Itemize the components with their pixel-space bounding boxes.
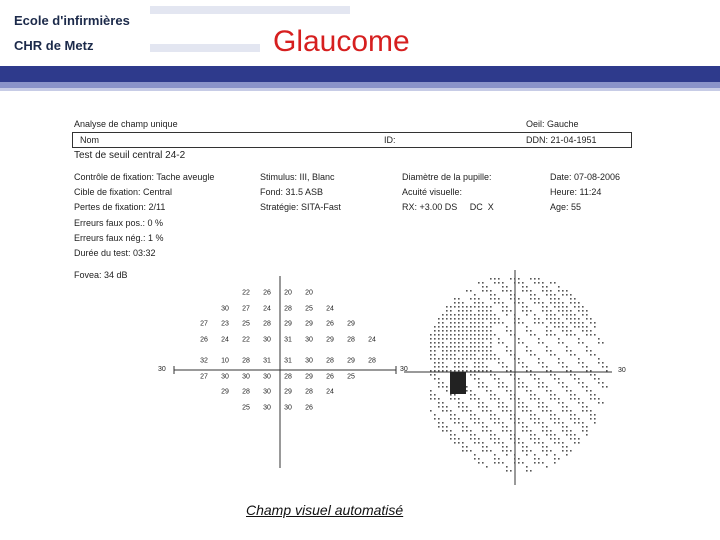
threshold-value: 27 xyxy=(200,373,208,380)
test-duration: Durée du test: 03:32 xyxy=(74,248,156,258)
name-label: Nom xyxy=(80,135,100,145)
threshold-value: 30 xyxy=(242,373,250,380)
threshold-value: 26 xyxy=(305,404,313,411)
threshold-value: 30 xyxy=(305,336,313,343)
threshold-value: 25 xyxy=(242,404,250,411)
threshold-value: 27 xyxy=(200,320,208,328)
threshold-value: 28 xyxy=(242,388,250,396)
fixation-target: Cible de fixation: Central xyxy=(74,187,173,197)
background: Fond: 31.5 ASB xyxy=(260,187,324,197)
threshold-value: 10 xyxy=(221,357,229,365)
fixation-monitor: Contrôle de fixation: Tache aveugle xyxy=(74,172,215,182)
threshold-value: 31 xyxy=(284,357,292,365)
threshold-value: 29 xyxy=(347,357,355,365)
threshold-value: 28 xyxy=(263,320,271,328)
fovea-value: Fovea: 34 dB xyxy=(74,270,128,280)
threshold-value: 24 xyxy=(221,336,229,343)
threshold-value: 29 xyxy=(221,388,229,396)
threshold-value: 25 xyxy=(242,320,250,328)
threshold-value: 26 xyxy=(326,320,334,328)
threshold-value: 29 xyxy=(347,320,355,328)
threshold-value: 28 xyxy=(368,357,376,365)
threshold-value: 30 xyxy=(284,404,292,411)
fixation-losses: Pertes de fixation: 2/11 xyxy=(74,202,166,212)
refraction: RX: +3.00 DS DC X xyxy=(402,202,494,212)
strategy: Stratégie: SITA-Fast xyxy=(260,202,341,212)
threshold-value: 30 xyxy=(305,357,313,365)
threshold-value: 20 xyxy=(284,289,292,297)
threshold-value: 30 xyxy=(221,373,229,380)
threshold-value: 27 xyxy=(242,305,250,312)
grayscale-axis-right-label: 30 xyxy=(618,367,626,374)
threshold-value: 28 xyxy=(284,305,292,312)
threshold-value: 29 xyxy=(326,336,334,343)
school-name: Ecole d'infirmières xyxy=(14,13,130,28)
test-date: Date: 07-08-2006 xyxy=(550,172,621,182)
birth-date: DDN: 21-04-1951 xyxy=(526,135,597,145)
threshold-value: 20 xyxy=(305,289,313,297)
threshold-value: 22 xyxy=(242,336,250,343)
threshold-value: 26 xyxy=(200,336,208,343)
analysis-title: Analyse de champ unique xyxy=(74,119,178,129)
stimulus: Stimulus: III, Blanc xyxy=(260,172,335,182)
blind-spot xyxy=(450,372,466,394)
false-neg-errors: Erreurs faux nég.: 1 % xyxy=(74,233,164,243)
test-time: Heure: 11:24 xyxy=(550,187,602,197)
threshold-value: 30 xyxy=(263,388,271,396)
threshold-value: 24 xyxy=(368,336,376,343)
threshold-value: 24 xyxy=(326,305,334,312)
threshold-value: 23 xyxy=(221,320,229,328)
hospital-name: CHR de Metz xyxy=(14,38,94,53)
threshold-value: 28 xyxy=(242,357,250,365)
threshold-value: 29 xyxy=(305,373,313,380)
page-title: Glaucome xyxy=(273,25,410,58)
threshold-value: 28 xyxy=(305,388,313,396)
threshold-axis-left-label: 30 xyxy=(158,366,166,373)
threshold-value: 28 xyxy=(347,336,355,343)
patient-age: Age: 55 xyxy=(550,202,582,212)
threshold-value: 28 xyxy=(326,357,334,365)
caption: Champ visuel automatisé xyxy=(246,502,404,518)
threshold-value: 30 xyxy=(221,305,229,312)
false-pos-errors: Erreurs faux pos.: 0 % xyxy=(74,218,164,228)
threshold-axis-right-label: 30 xyxy=(400,366,408,373)
test-name: Test de seuil central 24-2 xyxy=(74,150,186,161)
threshold-value: 24 xyxy=(263,305,271,312)
pupil-diameter: Diamètre de la pupille: xyxy=(402,172,492,182)
threshold-value: 31 xyxy=(284,336,292,343)
threshold-value: 26 xyxy=(263,289,271,297)
eye-label: Oeil: Gauche xyxy=(526,119,579,129)
threshold-value: 30 xyxy=(263,373,271,380)
id-label: ID: xyxy=(384,135,396,145)
threshold-value: 25 xyxy=(305,305,313,312)
threshold-value: 24 xyxy=(326,388,334,396)
threshold-value: 22 xyxy=(242,289,250,297)
threshold-value: 32 xyxy=(200,357,208,365)
threshold-value: 29 xyxy=(305,320,313,328)
threshold-value: 29 xyxy=(284,320,292,328)
threshold-value: 30 xyxy=(263,336,271,343)
threshold-value: 26 xyxy=(326,373,334,380)
visual-acuity: Acuité visuelle: xyxy=(402,187,463,197)
threshold-value: 28 xyxy=(284,373,292,380)
threshold-value: 31 xyxy=(263,357,271,365)
threshold-value: 30 xyxy=(263,404,271,411)
threshold-value: 25 xyxy=(347,373,355,380)
threshold-value: 29 xyxy=(284,388,292,396)
